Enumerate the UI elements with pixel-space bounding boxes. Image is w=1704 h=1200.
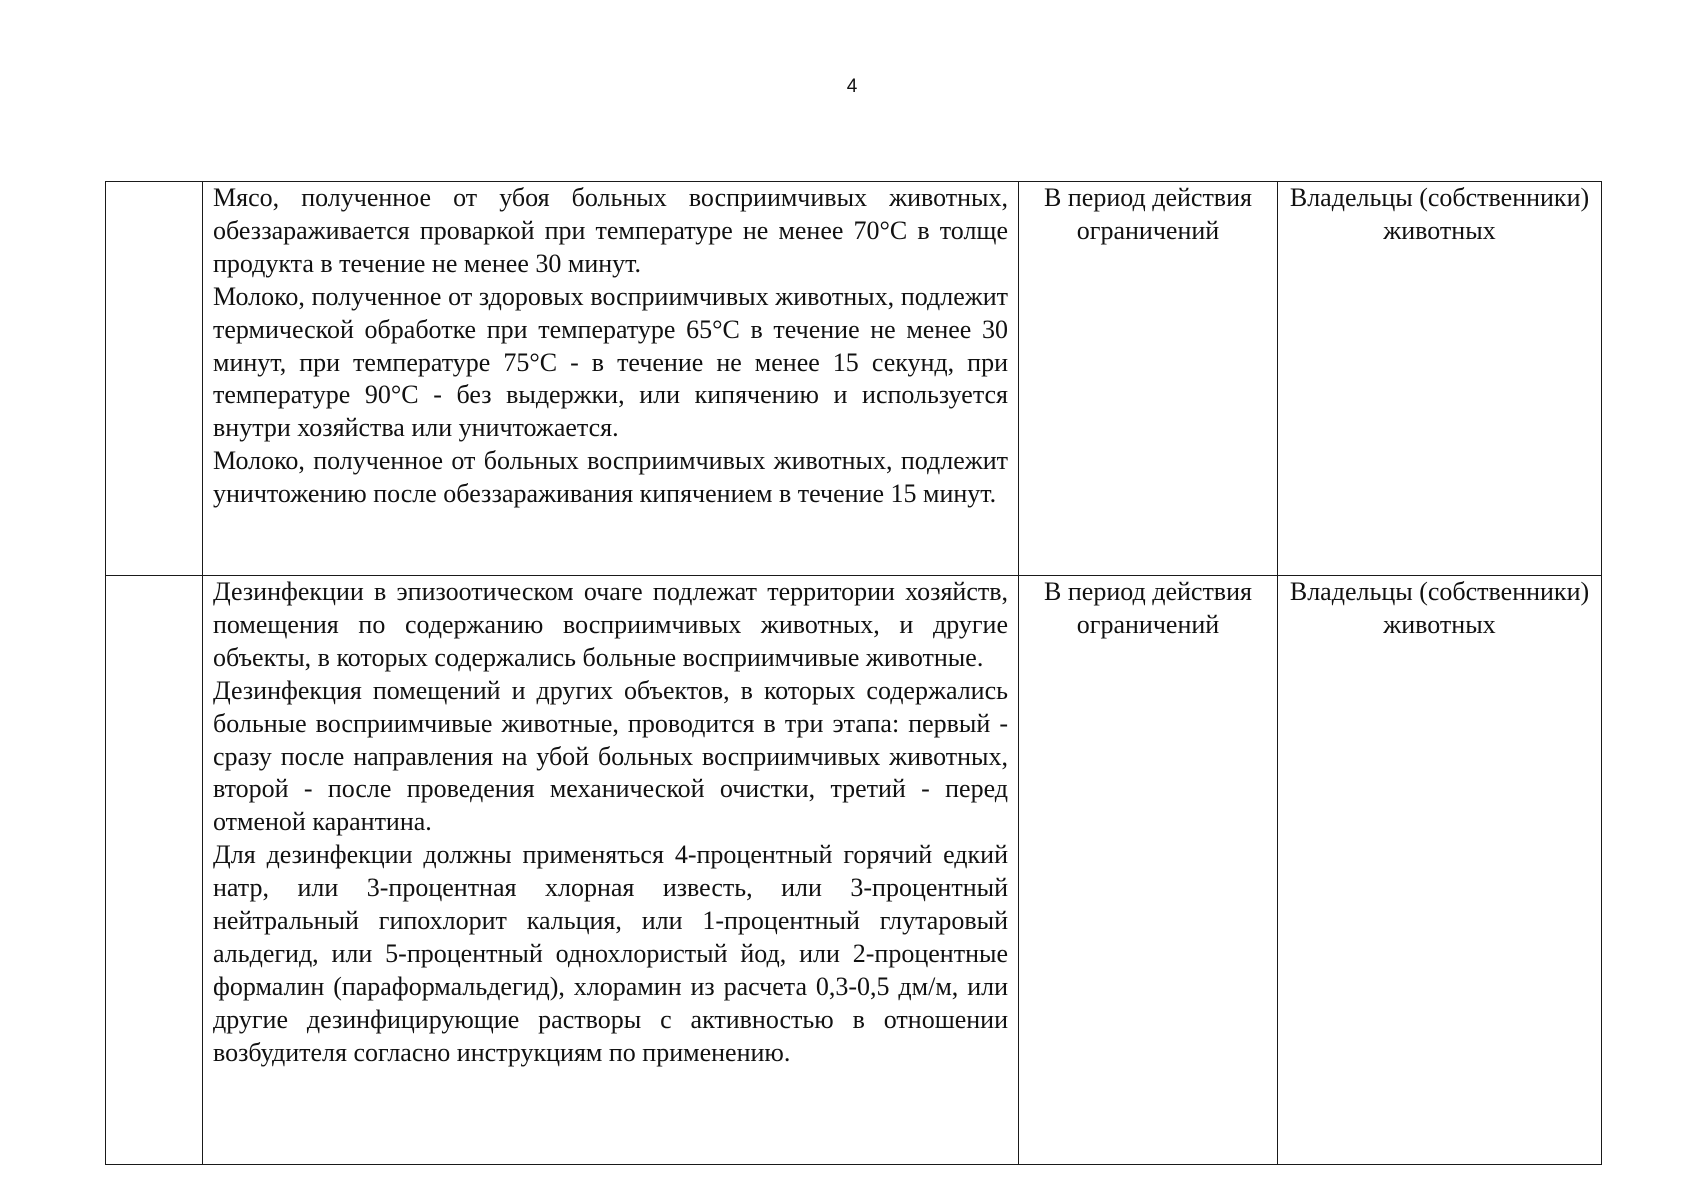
- responsible-cell: Владельцы (собственники) животных: [1278, 576, 1602, 1165]
- responsible-cell: Владельцы (собственники) животных: [1278, 182, 1602, 576]
- period-cell: В период действия ограничений: [1019, 576, 1278, 1165]
- measure-description-cell: [203, 576, 1019, 1165]
- measure-paragraph: Дезинфекции в эпизоотическом очаге подлежат территории хозяйств, помещения по содержанию восприимчивых животных, и другие объекты, в которых содержались больные восприимчивые животные.: [213, 577, 1008, 672]
- table-row: [106, 182, 1602, 576]
- period-cell: В период действия ограничений: [1019, 182, 1278, 576]
- page-number: 4: [846, 76, 858, 97]
- measure-paragraph: Мясо, полученное от убоя больных восприимчивых животных, обеззараживается проваркой при температуре не менее 70°С в толще продукта в течение не менее 30 минут.: [213, 183, 1008, 278]
- row-number-cell: [106, 182, 203, 576]
- measures-table: [105, 181, 1602, 1165]
- measure-paragraph: Дезинфекция помещений и других объектов, в которых содержались больные восприимчивые животные, проводится в три этапа: первый - сразу после направления на убой больных восприимчивых животных, второй - после проведения механической очистки, третий - перед отменой карантина.: [213, 675, 1008, 837]
- row-number-cell: [106, 576, 203, 1165]
- measure-paragraph: Молоко, полученное от здоровых восприимчивых животных, подлежит термической обработке при температуре 65°С в течение не менее 30 минут, при температуре 75°С - в течение не менее 15 секунд, при температуре 90°С - без выдержки, или кипячению и используется внутри хозяйства или уничтожается.: [213, 281, 1008, 443]
- table-row: [106, 576, 1602, 1165]
- measure-description-cell: [203, 182, 1019, 576]
- measure-paragraph: Молоко, полученное от больных восприимчивых животных, подлежит уничтожению после обеззараживания кипячением в течение 15 минут.: [213, 446, 1008, 509]
- measure-paragraph: Для дезинфекции должны применяться 4-процентный горячий едкий натр, или 3-процентная хлорная известь, или 3-процентный нейтральный гипохлорит кальция, или 1-процентный глутаровый альдегид, или 5-процентный однохлористый йод, или 2-процентные формалин (параформальдегид), хлорамин из расчета 0,3-0,5 дм/м, или другие дезинфицирующие растворы с активностью в отношении возбудителя согласно инструкциям по применению.: [213, 840, 1008, 1067]
